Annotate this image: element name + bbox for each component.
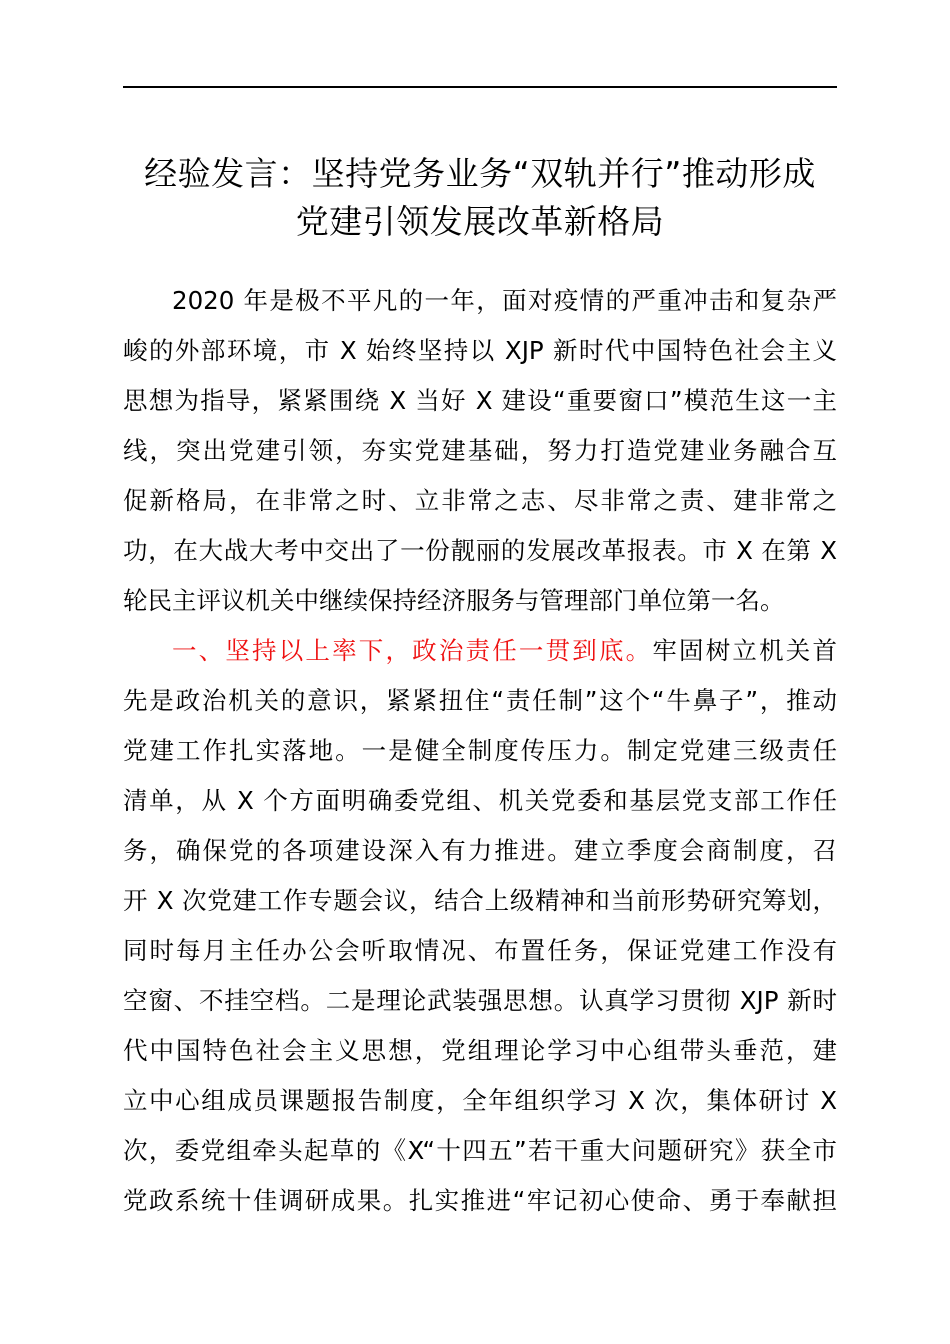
paragraph-line: 次，委党组牵头起草的《X“十四五”若干重大问题研究》获全市 — [123, 1136, 837, 1165]
paragraph-line: 先是政治机关的意识，紧紧扭住“责任制”这个“牛鼻子”，推动 — [123, 686, 837, 715]
document-title — [110, 150, 850, 246]
paragraph-line: 务，确保党的各项建设深入有力推进。建立季度会商制度，召 — [123, 836, 837, 865]
paragraph-line: 党政系统十佳调研成果。扎实推进“牢记初心使命、勇于奉献担 — [123, 1186, 837, 1215]
paragraph-line: 2020 年是极不平凡的一年，面对疫情的严重冲击和复杂严 — [172, 286, 837, 315]
paragraph-line: 轮民主评议机关中继续保持经济服务与管理部门单位第一名。 — [123, 586, 785, 615]
paragraph-line: 立中心组成员课题报告制度，全年组织学习 X 次，集体研讨 X — [123, 1086, 837, 1115]
paragraph-line: 功，在大战大考中交出了一份靓丽的发展改革报表。市 X 在第 X — [123, 536, 837, 565]
paragraph-line: 峻的外部环境，市 X 始终坚持以 XJP 新时代中国特色社会主义 — [123, 336, 837, 365]
paragraph-line: 同时每月主任办公会听取情况、布置任务，保证党建工作没有 — [123, 936, 837, 965]
paragraph-line: 促新格局，在非常之时、立非常之志、尽非常之责、建非常之 — [123, 486, 837, 515]
paragraph-line: 开 X 次党建工作专题会议，结合上级精神和当前形势研究筹划， — [123, 886, 837, 915]
paragraph-line: 代中国特色社会主义思想，党组理论学习中心组带头垂范，建 — [123, 1036, 837, 1065]
paragraph-line: 线，突出党建引领，夯实党建基础，努力打造党建业务融合互 — [123, 436, 837, 465]
document-body — [123, 276, 837, 1226]
paragraph-line — [123, 626, 837, 676]
paragraph-line: 党建工作扎实落地。一是健全制度传压力。制定党建三级责任 — [123, 736, 837, 765]
paragraph-line: 清单，从 X 个方面明确委党组、机关党委和基层党支部工作任 — [123, 786, 837, 815]
paragraph-2 — [123, 626, 837, 1226]
section-heading: 一、坚持以上率下，政治责任一贯到底。 — [172, 636, 653, 665]
paragraph-1 — [123, 276, 837, 626]
title-line-1: 经验发言：坚持党务业务“双轨并行”推动形成 — [144, 154, 816, 193]
paragraph-line: 空窗、不挂空档。二是理论武装强思想。认真学习贯彻 XJP 新时 — [123, 986, 837, 1015]
heading-line-rest: 牢固树立机关首 — [652, 636, 837, 665]
header-rule — [123, 86, 837, 88]
paragraph-line: 思想为指导，紧紧围绕 X 当好 X 建设“重要窗口”模范生这一主 — [123, 386, 837, 415]
title-line-2: 党建引领发展改革新格局 — [295, 202, 665, 241]
